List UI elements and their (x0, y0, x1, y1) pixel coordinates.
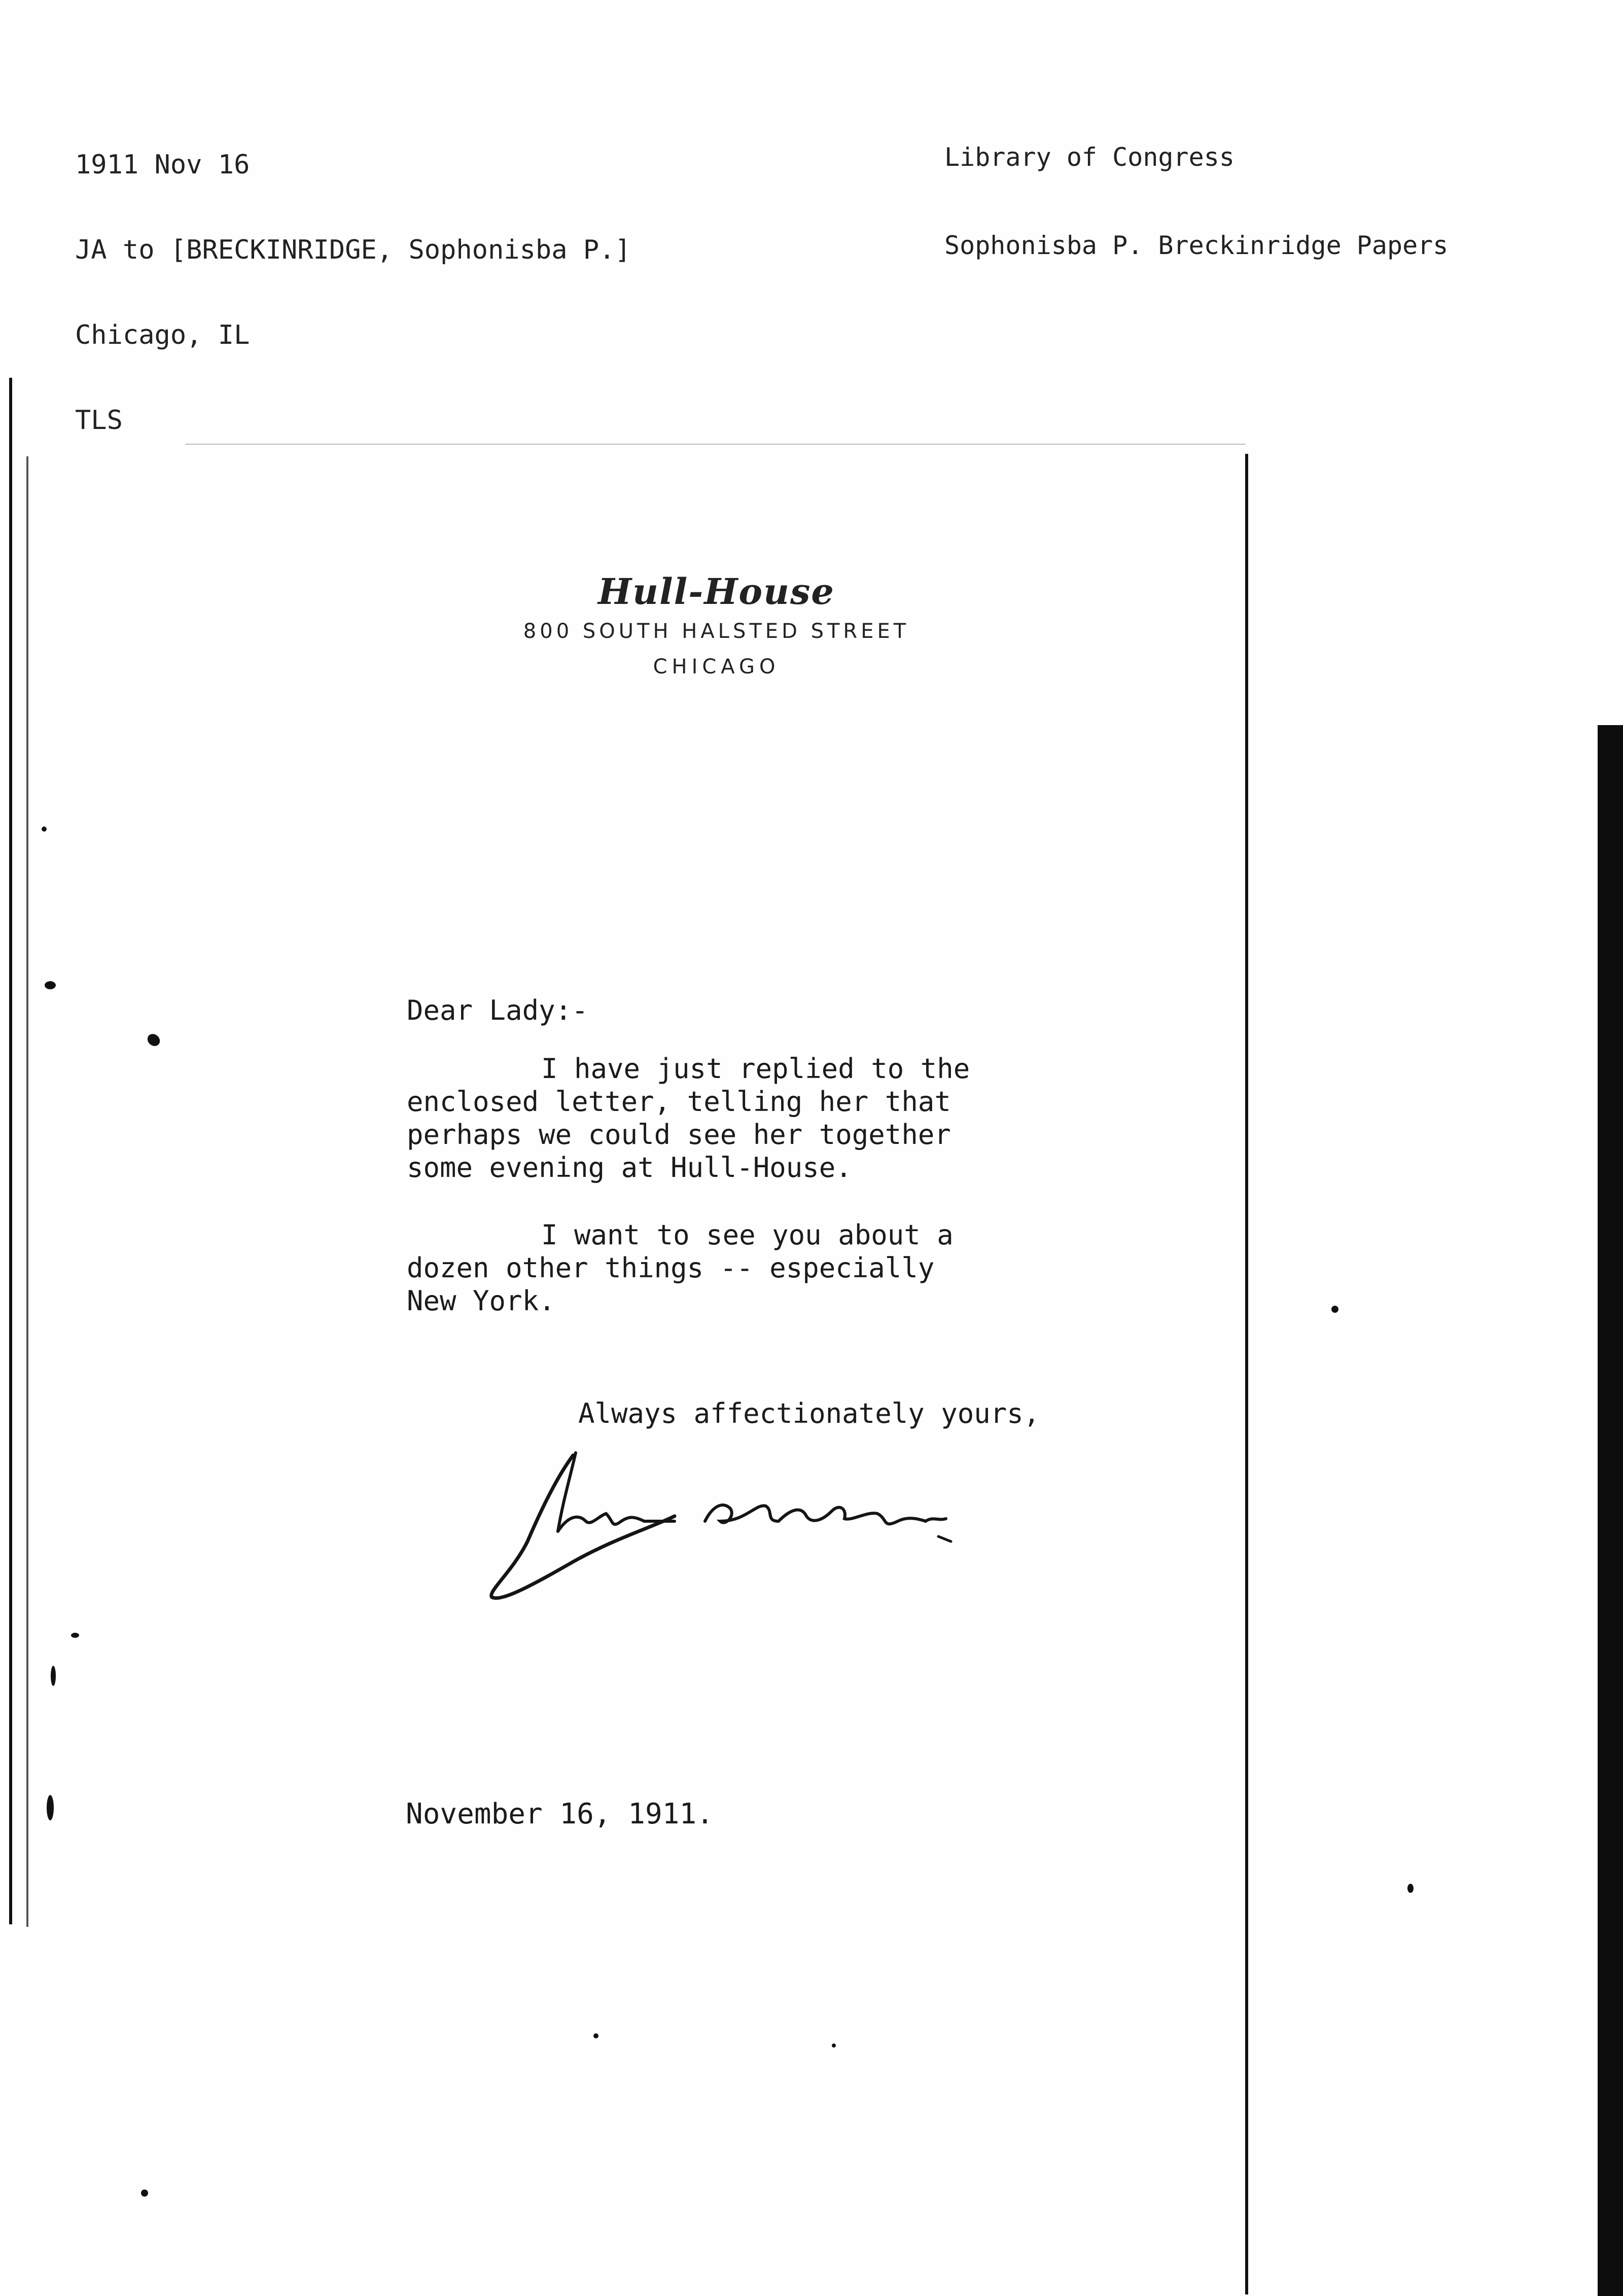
archival-doc-type: TLS (75, 405, 123, 436)
closing: Always affectionately yours, (578, 1397, 1040, 1429)
archival-correspondence: JA to [BRECKINRIDGE, Sophonisba P.] (75, 235, 631, 265)
paragraph-line: perhaps we could see her together (407, 1119, 951, 1151)
archival-place: Chicago, IL (75, 320, 250, 350)
speck (47, 1795, 54, 1820)
letter-body (407, 994, 1081, 1317)
repository-institution: Library of Congress (944, 142, 1234, 172)
speck (832, 2043, 836, 2048)
scan-edge-line-left (9, 378, 12, 1924)
paragraph-line: I want to see you about a (541, 1219, 954, 1251)
letterhead-city: CHICAGO (653, 655, 780, 678)
speck (42, 827, 47, 832)
speck (45, 981, 56, 989)
speck (71, 1633, 79, 1638)
paragraph-line: dozen other things -- especially (407, 1252, 935, 1284)
paragraph-line: enclosed letter, telling her that (407, 1086, 951, 1118)
paragraph-line: I have just replied to the (541, 1053, 970, 1085)
repository-info (944, 84, 1448, 319)
scan-edge-band-right (1598, 725, 1623, 2296)
signature (482, 1445, 1116, 1607)
letter-date: November 16, 1911. (406, 1798, 714, 1831)
archival-metadata (75, 94, 631, 491)
speck (141, 2190, 148, 2197)
speck (145, 1031, 162, 1049)
speck (51, 1666, 56, 1686)
speck (1331, 1306, 1338, 1313)
letterhead-address: 800 SOUTH HALSTED STREET (523, 620, 910, 643)
repository-collection: Sophonisba P. Breckinridge Papers (944, 231, 1449, 260)
paragraph-line: New York. (407, 1285, 555, 1317)
letterhead (456, 570, 976, 681)
salutation: Dear Lady:- (407, 994, 588, 1026)
letterhead-name: Hull-House (598, 570, 835, 613)
speck (593, 2033, 598, 2038)
archival-date: 1911 Nov 16 (75, 150, 250, 180)
paragraph-1 (407, 1052, 1081, 1184)
paragraph-line: some evening at Hull-House. (407, 1152, 852, 1183)
letter-sheet-edge (1245, 454, 1248, 2294)
scan-edge-line-left-inner (26, 456, 28, 1927)
speck (1407, 1884, 1414, 1893)
paragraph-2 (407, 1218, 1081, 1317)
